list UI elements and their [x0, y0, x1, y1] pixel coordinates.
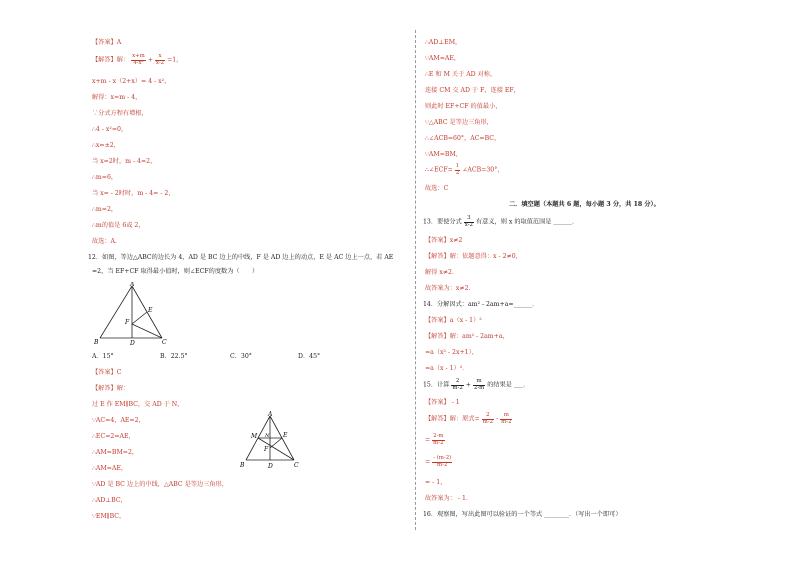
fraction: $\frac{3}{x-2}$: [464, 215, 473, 228]
solution-line: 解得：x=m - 4，: [92, 94, 142, 101]
column-divider: [415, 30, 416, 530]
question-16: 16．观察图，写出此图可以验证的一个等式 ________．（写出一个即可）: [423, 511, 622, 518]
solution-line: ∴AD⊥EM，: [425, 39, 462, 46]
solution-line: ∵EM∥BC，: [92, 513, 126, 520]
vertex-label: N: [265, 433, 270, 439]
vertex-label: M: [251, 433, 258, 440]
solution-line: ∴∠ECF= $\frac{1}{2}$ ∠ACB=30°，: [425, 163, 504, 176]
option-d: D．45°: [298, 353, 321, 360]
vertex-label: F: [264, 446, 269, 453]
solution-line: 解得 x≠2．: [425, 269, 459, 276]
solution-line: ∵△ABC 是等边三角形，: [425, 119, 493, 126]
solution-line: ∴m的值是 6或 2，: [92, 222, 145, 229]
solution-line: ∵AD 是 BC 边上的中线，△ABC 是等边三角形，: [92, 481, 228, 488]
question-13: 13．要使分式 $\frac{3}{x-2}$ 有意义，则 x 的取值范围是 ______．: [423, 215, 579, 228]
solution-line: 则此时 EF+CF 的值最小，: [425, 103, 502, 110]
solution-line: 故答案为：x≠2．: [425, 285, 475, 292]
fraction: $\frac{x+m}{\text{4-x²}}$: [132, 53, 145, 66]
fraction: $\frac{x}{x-2}$: [155, 53, 165, 66]
answer-label: 【答案】x≠2: [425, 237, 463, 244]
solution-line: 【解答】解：am² - 2am+a，: [425, 333, 509, 340]
solution-line: =a（x - 1）²．: [425, 365, 469, 372]
solution-line: ∴AD⊥BC，: [92, 497, 127, 504]
solution-line: ∵分式方程有增根，: [92, 110, 148, 117]
fraction: $\frac{2-m}{m-2}$: [433, 433, 444, 446]
solution-equation: 【解答】解： $\frac{x+m}{\text{4-x²}}$ + $\frac{x}{x-2}$ =1，: [92, 53, 183, 66]
option-c: C．30°: [230, 353, 252, 360]
solution-line: = $\frac{2-m}{m-2}$: [425, 433, 444, 446]
solution-line: ∴m=6，: [92, 174, 118, 181]
fraction: $\frac{m}{m-2}$: [501, 412, 512, 425]
solution-line: 故选：A．: [92, 238, 122, 245]
vertex-label: D: [268, 463, 273, 470]
answer-label: 【答案】 - 1: [425, 399, 460, 406]
fraction: $\frac{m}{2-m}$: [473, 378, 485, 391]
vertex-label: F: [125, 319, 130, 326]
solution-line: ∴AM=AE，: [92, 465, 128, 472]
solution-line: 故答案为： - 1．: [425, 495, 473, 502]
solution-label: 【解答】解：: [92, 385, 130, 392]
solution-line: ∴4 - x²=0，: [92, 126, 128, 133]
triangle-figure-1: [92, 282, 172, 346]
vertex-label: A: [130, 282, 135, 288]
solution-line: ∵AC=4，AE=2，: [92, 417, 145, 424]
vertex-label: C: [162, 339, 167, 346]
solution-line: = - 1，: [425, 479, 447, 486]
option-b: B．22.5°: [160, 353, 188, 360]
solution-line: 当 x=2时，m - 4=2，: [92, 158, 157, 165]
vertex-label: D: [130, 340, 135, 346]
solution-line: ∴EC=2=AE，: [92, 433, 135, 440]
solution-line: ∴x=±2，: [92, 142, 120, 149]
solution-line: = $\frac{- (m-2)}{m-2}$: [425, 455, 452, 468]
solution-line: ∴AM=BM=2，: [92, 449, 139, 456]
solution-line: 故选：C: [425, 185, 449, 192]
triangle-figure-2: [238, 410, 302, 470]
fraction: $\frac{- (m-2)}{m-2}$: [433, 455, 452, 468]
solution-line: 过 E 作 EM∥BC，交 AD 于 N，: [92, 401, 184, 408]
vertex-label: E: [148, 307, 153, 314]
solution-line: ∵AM=BM，: [425, 151, 462, 158]
solution-line: ∵AM=AE，: [425, 55, 461, 62]
fraction: $\frac{2}{m-2}$: [452, 378, 463, 391]
answer-label: 【答案】C: [92, 369, 122, 376]
solution-line: 【解答】解：依题意得：x - 2≠0，: [425, 253, 522, 260]
question-14: 14．分解因式：am² - 2am+a=______．: [423, 301, 539, 308]
solution-line: x+m - x（2+x）= 4 - x²，: [92, 78, 171, 85]
question-15: 15．计算 $\frac{2}{m-2}$ + $\frac{m}{2-m}$ 的结果是 ___．: [423, 378, 530, 391]
solution-line: 当 x= - 2时时，m - 4= - 2，: [92, 190, 175, 197]
solution-line: 【解答】解：原式= $\frac{2}{m-2}$ - $\frac{m}{m-2}$: [425, 412, 512, 425]
answer-label: 【答案】a（x - 1）²: [425, 317, 482, 324]
question-12: 12．如图，等边△ABC的边长为 4，AD 是 BC 边上的中线，F 是 AD 边上的动点，E 是 AC 边上一点，若 AE: [88, 254, 394, 261]
option-a: A．15°: [92, 353, 114, 360]
section-title: 二．填空题（本题共 6 题，每小题 3 分，共 18 分）。: [509, 201, 660, 208]
fraction: $\frac{1}{2}$: [455, 163, 460, 176]
vertex-label: C: [294, 462, 299, 469]
answer-label: 【答案】A: [92, 39, 122, 46]
question-12-cont: =2，当 EF+CF 取得最小值时，则∠ECF的度数为（ ）: [92, 268, 259, 275]
solution-line: 连接 CM 交 AD 于 F，连接 EF，: [425, 87, 520, 94]
vertex-label: B: [240, 462, 245, 469]
solution-line: ∴m=2，: [92, 206, 118, 213]
solution-line: ∴∠ACB=60°，AC=BC，: [425, 135, 501, 142]
vertex-label: B: [94, 339, 99, 346]
solution-line: =a（x² - 2x+1），: [425, 349, 478, 356]
fraction: $\frac{2}{m-2}$: [482, 412, 494, 425]
solution-line: ∴E 和 M 关于 AD 对称，: [425, 71, 497, 78]
vertex-label: E: [283, 432, 288, 439]
vertex-label: A: [268, 411, 273, 418]
